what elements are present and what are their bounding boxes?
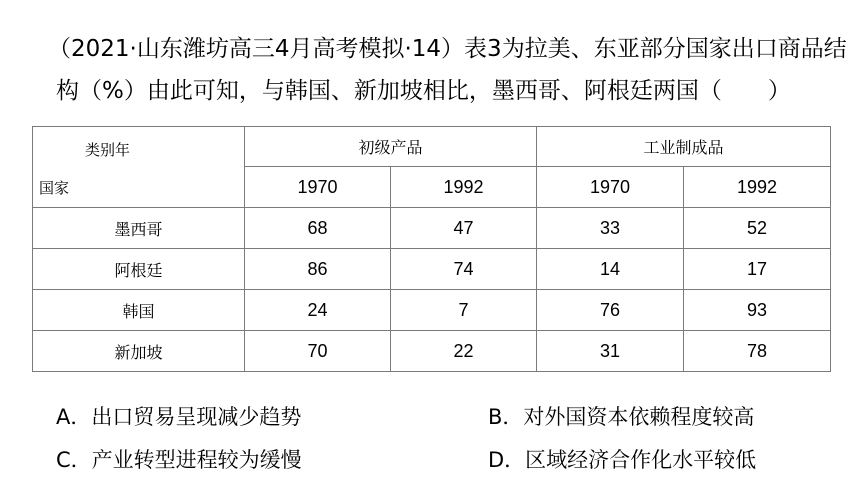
option-b[interactable]: B．对外国资本依赖程度较高 — [488, 405, 755, 429]
table-row — [33, 290, 831, 331]
value-cell: 74 — [391, 249, 537, 290]
value-cell: 33 — [537, 208, 684, 249]
value-cell: 78 — [684, 331, 831, 372]
option-a[interactable]: A．出口贸易呈现减少趋势 — [56, 405, 302, 429]
group-header-primary-products: 初级产品 — [245, 127, 537, 167]
year-header: 1970 — [245, 167, 391, 208]
export-structure-table — [32, 126, 831, 372]
corner-country-label: 国家 — [39, 179, 70, 197]
country-cell: 韩国 — [33, 290, 245, 331]
corner-category-year-label: 类别年 — [85, 141, 131, 159]
country-cell: 新加坡 — [33, 331, 245, 372]
option-c[interactable]: C．产业转型进程较为缓慢 — [56, 448, 302, 472]
group-header-manufactured-goods: 工业制成品 — [537, 127, 831, 167]
value-cell: 7 — [391, 290, 537, 331]
question-line-2: 构（%）由此可知，与韩国、新加坡相比，墨西哥、阿根廷两国（ ） — [56, 78, 791, 104]
year-header: 1970 — [537, 167, 684, 208]
value-cell: 70 — [245, 331, 391, 372]
value-cell: 86 — [245, 249, 391, 290]
value-cell: 22 — [391, 331, 537, 372]
question-line-1: （2021·山东潍坊高三4月高考模拟·14）表3为拉美、东亚部分国家出口商品结 — [48, 36, 847, 62]
table-row — [33, 249, 831, 290]
value-cell: 93 — [684, 290, 831, 331]
table-row — [33, 331, 831, 372]
table-row — [33, 208, 831, 249]
value-cell: 76 — [537, 290, 684, 331]
value-cell: 68 — [245, 208, 391, 249]
value-cell: 24 — [245, 290, 391, 331]
table-corner-header — [33, 127, 245, 208]
value-cell: 17 — [684, 249, 831, 290]
year-header: 1992 — [391, 167, 537, 208]
country-cell: 阿根廷 — [33, 249, 245, 290]
country-cell: 墨西哥 — [33, 208, 245, 249]
year-header: 1992 — [684, 167, 831, 208]
value-cell: 47 — [391, 208, 537, 249]
value-cell: 52 — [684, 208, 831, 249]
option-d[interactable]: D．区域经济合作化水平较低 — [488, 448, 757, 472]
value-cell: 14 — [537, 249, 684, 290]
value-cell: 31 — [537, 331, 684, 372]
